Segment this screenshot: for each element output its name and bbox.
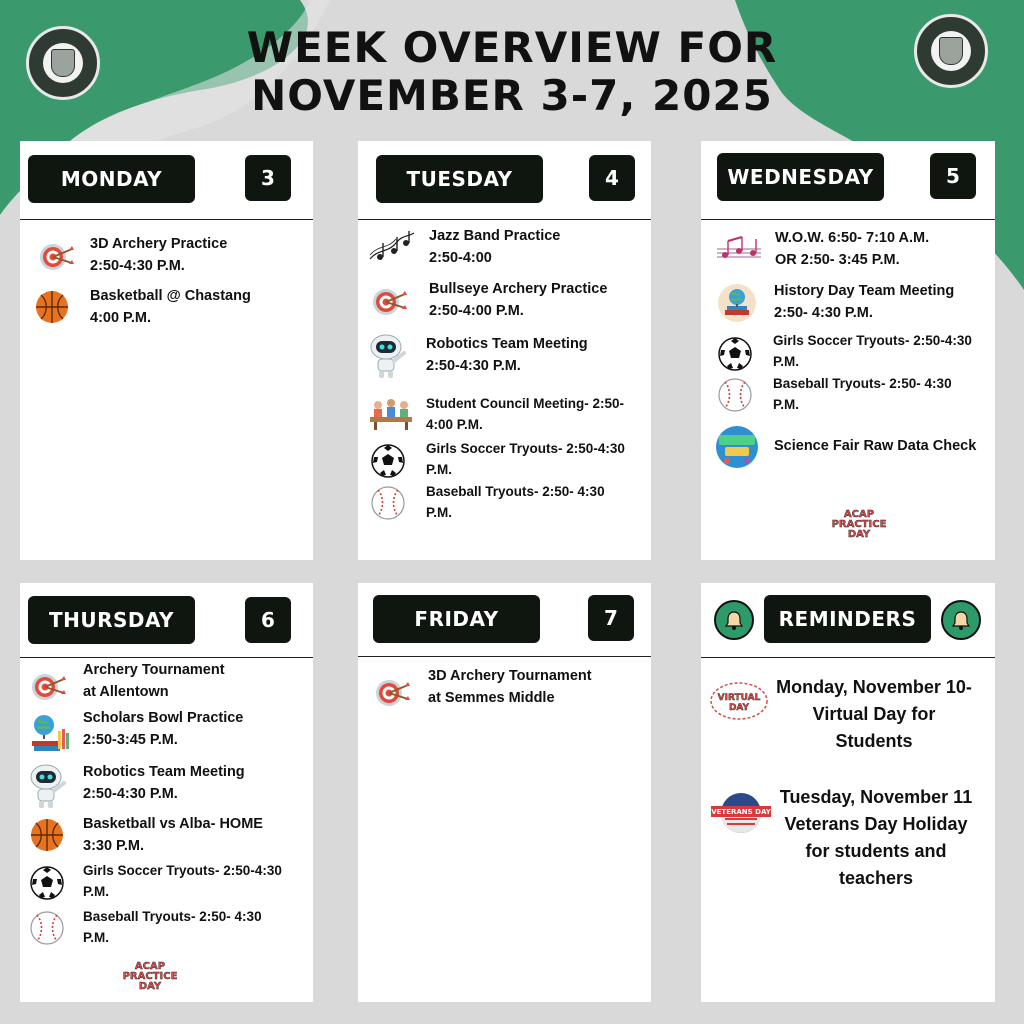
- event-thursday-2: Scholars Bowl Practice 2:50-3:45 P.M.: [83, 710, 244, 748]
- soccer-ball-icon: [717, 336, 753, 372]
- divider: [701, 219, 995, 220]
- event-wednesday-1: W.O.W. 6:50- 7:10 A.M. OR 2:50- 3:45 P.M.: [775, 230, 930, 268]
- acap-practice-day-sticker: ACAP PRACTICE DAY: [122, 961, 178, 992]
- page-title: [180, 24, 844, 120]
- event-wednesday-5: Science Fair Raw Data Check: [774, 438, 977, 454]
- school-seal-right: [914, 14, 988, 88]
- event-thursday-4: Basketball vs Alba- HOME 3:30 P.M.: [83, 816, 263, 854]
- music-notes-icon: [715, 229, 763, 265]
- school-seal-left: [26, 26, 100, 100]
- event-thursday-3: Robotics Team Meeting 2:50-4:30 P.M.: [83, 764, 245, 802]
- music-notes-icon: [368, 229, 416, 265]
- robot-icon: [366, 333, 410, 379]
- robot-icon: [26, 763, 70, 809]
- event-wednesday-4: Baseball Tryouts- 2:50- 4:30 P.M.: [773, 376, 952, 412]
- divider: [20, 219, 313, 220]
- day-number-friday: 7: [588, 595, 634, 641]
- day-card-thursday: [20, 583, 313, 1002]
- shield-icon: [51, 49, 75, 77]
- baseball-icon: [370, 485, 406, 521]
- globe-books-icon: [717, 283, 757, 323]
- day-number-tuesday: 4: [589, 155, 635, 201]
- event-tuesday-6: Baseball Tryouts- 2:50- 4:30 P.M.: [426, 484, 605, 520]
- title-line-2: NOVEMBER 3-7, 2025: [251, 71, 773, 120]
- day-number-monday: 3: [245, 155, 291, 201]
- soccer-ball-icon: [29, 865, 65, 901]
- event-tuesday-2: Bullseye Archery Practice 2:50-4:00 P.M.: [429, 281, 608, 319]
- divider: [20, 657, 313, 658]
- day-number-thursday: 6: [245, 597, 291, 643]
- title-line-1: WEEK OVERVIEW FOR: [246, 23, 778, 72]
- baseball-icon: [29, 910, 65, 946]
- day-name-thursday: THURSDAY: [28, 596, 195, 644]
- reminder-1: Monday, November 10- Virtual Day for Students: [776, 677, 972, 751]
- event-wednesday-2: History Day Team Meeting 2:50- 4:30 P.M.: [774, 283, 955, 321]
- event-thursday-5: Girls Soccer Tryouts- 2:50-4:30 P.M.: [83, 863, 282, 899]
- acap-practice-day-sticker: ACAP PRACTICE DAY: [831, 509, 887, 540]
- shield-icon: [939, 37, 963, 65]
- day-name-wednesday: WEDNESDAY: [717, 153, 884, 201]
- basketball-icon: [34, 289, 70, 325]
- bell-icon: [714, 600, 754, 640]
- event-monday-1: 3D Archery Practice 2:50-4:30 P.M.: [90, 236, 228, 274]
- event-wednesday-3: Girls Soccer Tryouts- 2:50-4:30 P.M.: [773, 333, 972, 369]
- day-name-monday: MONDAY: [28, 155, 195, 203]
- reminders-card: [701, 583, 995, 1002]
- archery-target-icon: [30, 669, 66, 705]
- reminder-2: Tuesday, November 11 Veterans Day Holiday for students and teachers: [779, 787, 973, 888]
- event-monday-2: Basketball @ Chastang 4:00 P.M.: [90, 288, 251, 326]
- globe-books-icon: [28, 713, 70, 755]
- day-card-monday: [20, 141, 313, 560]
- day-name-friday: FRIDAY: [373, 595, 540, 643]
- archery-target-icon: [38, 239, 74, 275]
- divider: [701, 657, 995, 658]
- archery-target-icon: [371, 284, 407, 320]
- day-name-tuesday: TUESDAY: [376, 155, 543, 203]
- event-thursday-1: Archery Tournament at Allentown: [83, 662, 225, 700]
- divider: [358, 219, 651, 220]
- divider: [358, 656, 651, 657]
- event-thursday-6: Baseball Tryouts- 2:50- 4:30 P.M.: [83, 909, 262, 945]
- event-friday-1: 3D Archery Tournament at Semmes Middle: [428, 668, 592, 706]
- student-council-icon: [368, 395, 414, 431]
- baseball-icon: [717, 377, 753, 413]
- archery-target-icon: [374, 675, 410, 711]
- day-card-tuesday: [358, 141, 651, 560]
- event-tuesday-1: Jazz Band Practice 2:50-4:00: [429, 228, 561, 266]
- day-card-wednesday: [701, 141, 995, 560]
- bell-icon: [941, 600, 981, 640]
- basketball-icon: [29, 817, 65, 853]
- reminders-title: REMINDERS: [764, 595, 931, 643]
- day-card-friday: [358, 583, 651, 1002]
- soccer-ball-icon: [370, 443, 406, 479]
- event-tuesday-3: Robotics Team Meeting 2:50-4:30 P.M.: [426, 336, 588, 374]
- day-number-wednesday: 5: [930, 153, 976, 199]
- science-fair-icon: [715, 425, 759, 469]
- event-tuesday-5: Girls Soccer Tryouts- 2:50-4:30 P.M.: [426, 441, 625, 477]
- event-tuesday-4: Student Council Meeting- 2:50- 4:00 P.M.: [426, 396, 625, 432]
- veterans-day-badge: VETERANS DAY: [711, 791, 771, 835]
- virtual-day-badge: VIRTUAL DAY: [709, 679, 769, 723]
